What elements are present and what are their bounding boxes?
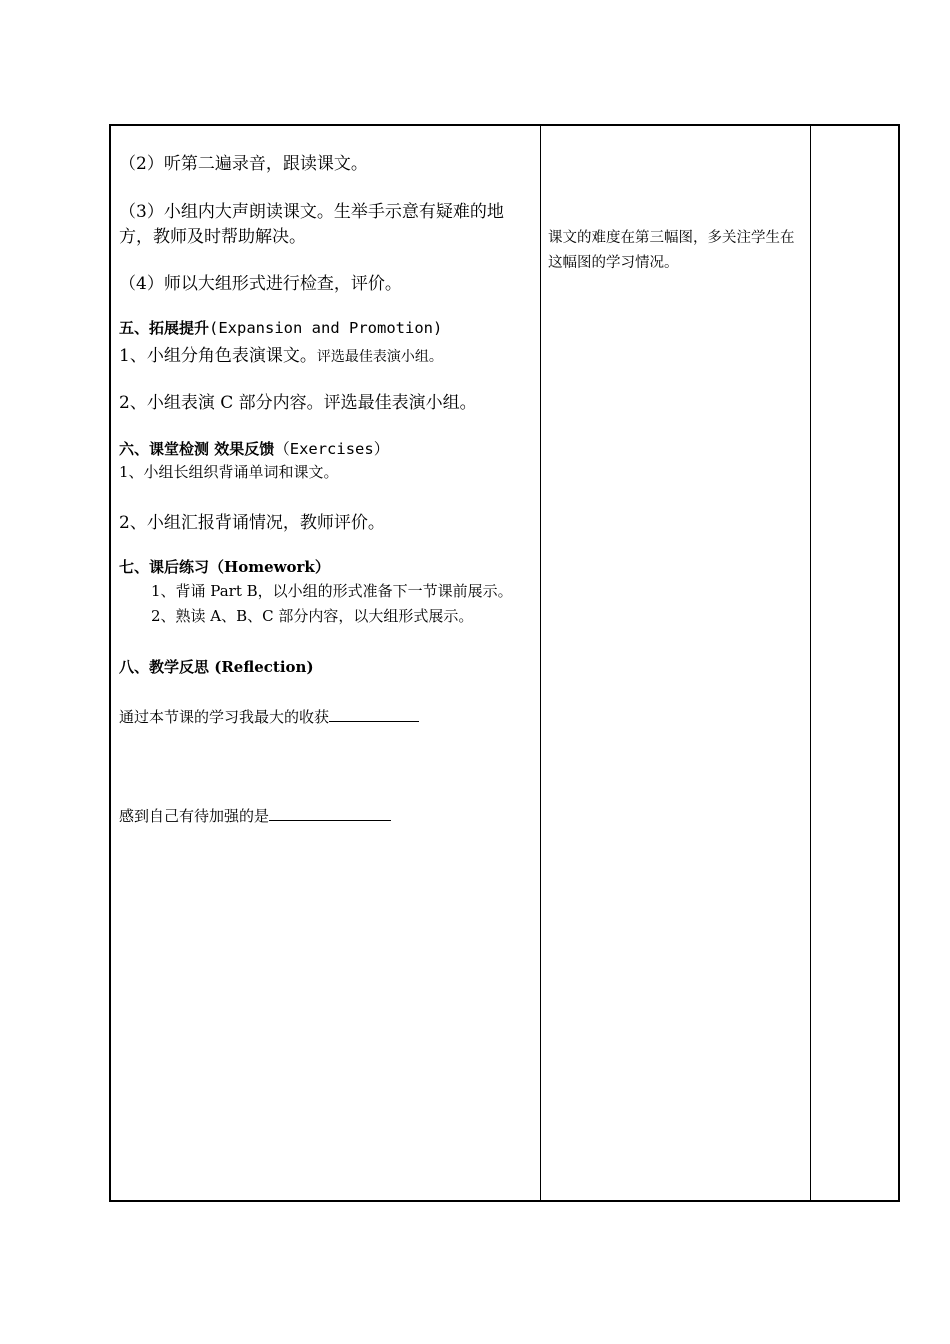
section-8-label: 八、教学反思 xyxy=(119,658,210,676)
section-5-item-2: 2、小组表演 C 部分内容。评选最佳表演小组。 xyxy=(119,393,477,413)
reflection-gains-label: 通过本节课的学习我最大的收获 xyxy=(119,708,330,726)
section-5-heading xyxy=(119,317,442,338)
reflection-improve-blank[interactable] xyxy=(269,806,391,821)
step-3-line-2: 方，教师及时帮助解决。 xyxy=(119,227,306,247)
section-7-item-2: 2、熟读 A、B、C 部分内容，以大组形式展示。 xyxy=(151,607,474,625)
step-2-text: （2）听第二遍录音，跟读课文。 xyxy=(119,154,368,174)
section-8-heading xyxy=(119,656,314,677)
section-8-english: (Reflection) xyxy=(209,658,314,676)
reflection-improve-label: 感到自己有待加强的是 xyxy=(119,807,270,825)
section-5-item-1-tail: 评选最佳表演小组。 xyxy=(316,349,443,365)
section-5-item-1-main: 1、小组分角色表演课文。 xyxy=(119,346,317,366)
section-5-english: (Expansion and Promotion) xyxy=(209,319,443,337)
step-4-text: （4）师以大组形式进行检查，评价。 xyxy=(119,274,402,294)
section-5-label: 五、拓展提升 xyxy=(119,319,210,337)
section-6-label: 六、课堂检测 效果反馈 xyxy=(119,440,275,458)
column-divider-2 xyxy=(810,126,811,1200)
column-divider-1 xyxy=(540,126,541,1200)
section-7-heading xyxy=(119,556,330,577)
reflection-gains-blank[interactable] xyxy=(329,707,419,722)
section-6-english: （Exercises） xyxy=(274,440,390,458)
step-3-line-1: （3）小组内大声朗读课文。生举手示意有疑难的地 xyxy=(119,202,504,222)
section-5-item-1 xyxy=(119,341,443,366)
reflection-gains xyxy=(119,706,419,727)
section-7-item-1: 1、背诵 Part B，以小组的形式准备下一节课前展示。 xyxy=(151,582,513,600)
section-6-item-2: 2、小组汇报背诵情况，教师评价。 xyxy=(119,513,385,533)
reflection-improve xyxy=(119,805,391,826)
section-7-label: 七、课后练习 xyxy=(119,558,210,576)
section-6-item-1: 1、小组长组织背诵单词和课文。 xyxy=(119,463,339,481)
teaching-note: 课文的难度在第三幅图，多关注学生在这幅图的学习情况。 xyxy=(548,230,795,271)
section-7-english: （Homework） xyxy=(209,558,330,576)
section-6-heading xyxy=(119,437,389,459)
